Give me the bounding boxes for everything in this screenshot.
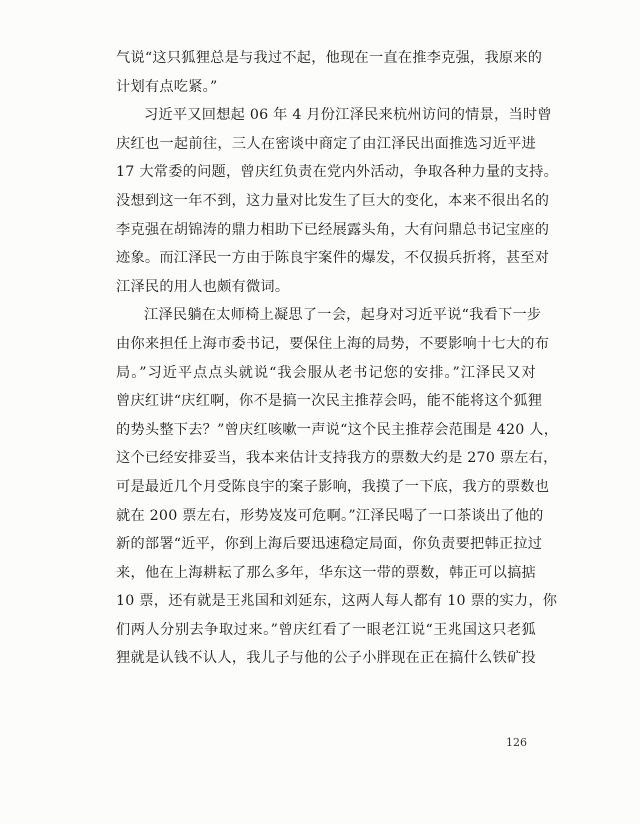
text-line: 曾庆红讲“庆红啊，你不是搞一次民主推荐会吗，能不能将这个狐狸 — [116, 393, 543, 410]
text-line: 气说“这只狐狸总是与我过不起，他现在一直在推李克强，我原来的 — [116, 50, 543, 66]
text-line: 10 票，还有就是王兆国和刘延东，这两人每人都有 10 票的实力，你 — [116, 593, 558, 610]
text-line: 可是最近几个月受陈良宇的案子影响，我摸了一下底，我方的票数也 — [116, 478, 550, 495]
body-text — [116, 44, 559, 673]
text-line: 新的部署“近平，你到上海后要迅速稳定局面，你负责要把韩正拉过 — [116, 536, 543, 553]
text-line: 局。”习近平点点头就说“我会服从老书记您的安排。”江泽民又对 — [116, 364, 536, 381]
page-number: 126 — [506, 736, 527, 749]
text-line: 这个已经安排妥当，我本来估计支持我方的票数大约是 270 票左右， — [116, 450, 558, 467]
text-line: 狸就是认钱不认人，我儿子与他的公子小胖现在正在搞什么铁矿投 — [116, 650, 536, 667]
text-line: 庆红也一起前往，三人在密谈中商定了由江泽民出面推选习近平进 — [116, 135, 536, 152]
text-line: 习近平又回想起 06 年 4 月份江泽民来杭州访问的情景，当时曾 — [144, 107, 552, 124]
text-line: 迹象。而江泽民一方由于陈良宇案件的爆发，不仅损兵折将，甚至对 — [116, 250, 550, 267]
text-line: 来，他在上海耕耘了那么多年，华东这一带的票数，韩正可以搞掂 — [116, 564, 536, 581]
text-line: 江泽民的用人也颇有微词。 — [116, 278, 290, 295]
text-line: 江泽民躺在太师椅上凝思了一会，起身对习近平说“我看下一步 — [144, 307, 542, 324]
text-line: 没想到这一年不到，这力量对比发生了巨大的变化，本来不很出名的 — [116, 192, 550, 209]
text-line: 由你来担任上海市委书记，要保住上海的局势，不要影响十七大的布 — [116, 335, 550, 352]
text-line: 就在 200 票左右，形势岌岌可危啊。”江泽民喝了一口茶谈出了他的 — [116, 507, 544, 524]
text-line: 计划有点吃紧。” — [116, 78, 218, 95]
text-line: 17 大常委的问题，曾庆红负责在党内外活动，争取各种力量的支持。 — [116, 164, 559, 181]
text-line: 们两人分别去争取过来。”曾庆红看了一眼老江说“王兆国这只老狐 — [116, 621, 536, 638]
text-line: 李克强在胡锦涛的鼎力相助下已经展露头角，大有问鼎总书记宝座的 — [116, 221, 550, 238]
text-line: 的势头整下去？”曾庆红咳嗽一声说“这个民主推荐会范围是 420 人， — [116, 421, 559, 438]
